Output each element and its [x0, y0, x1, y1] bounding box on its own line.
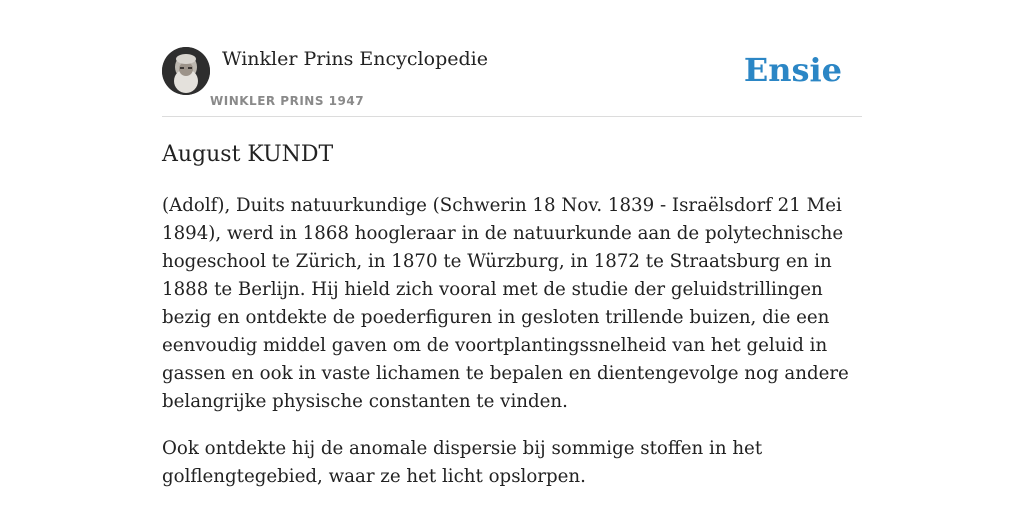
brand-logo[interactable]: Ensie: [743, 51, 842, 89]
article-title: August KUNDT: [162, 142, 334, 167]
article-paragraph: Ook ontdekte hij de anomale dispersie bij sommige stoffen in het golflengtegebied, waar ze het licht opslorpen.: [162, 438, 763, 487]
article-paragraph: (Adolf), Duits natuurkundige (Schwerin 18 Nov. 1839 - Israëlsdorf 21 Mei 1894), werd in 1868 hoogleraar in de natuurkunde aan de polytechnische hogeschool te Zürich, in 1870 te Würzburg, in 1872 te Straatsburg en in 1888 te Berlijn. Hij hield zich vooral met de studie der geluidstrillingen bezig en ontdekte de poederfiguren in gesloten trillende buizen, die een eenvoudig middel gaven om de voortplantingssnelheid van het geluid in gassen en ook in vaste lichamen te bepalen en dientengevolge nog andere belangrijke physische constanten te vinden.: [162, 195, 849, 412]
avatar[interactable]: [162, 47, 210, 95]
article-body: [162, 192, 862, 510]
site-title[interactable]: Winkler Prins Encyclopedie: [222, 48, 488, 70]
site-subtitle: WINKLER PRINS 1947: [210, 94, 365, 108]
portrait-icon: [162, 47, 210, 95]
site-header: [162, 44, 862, 117]
